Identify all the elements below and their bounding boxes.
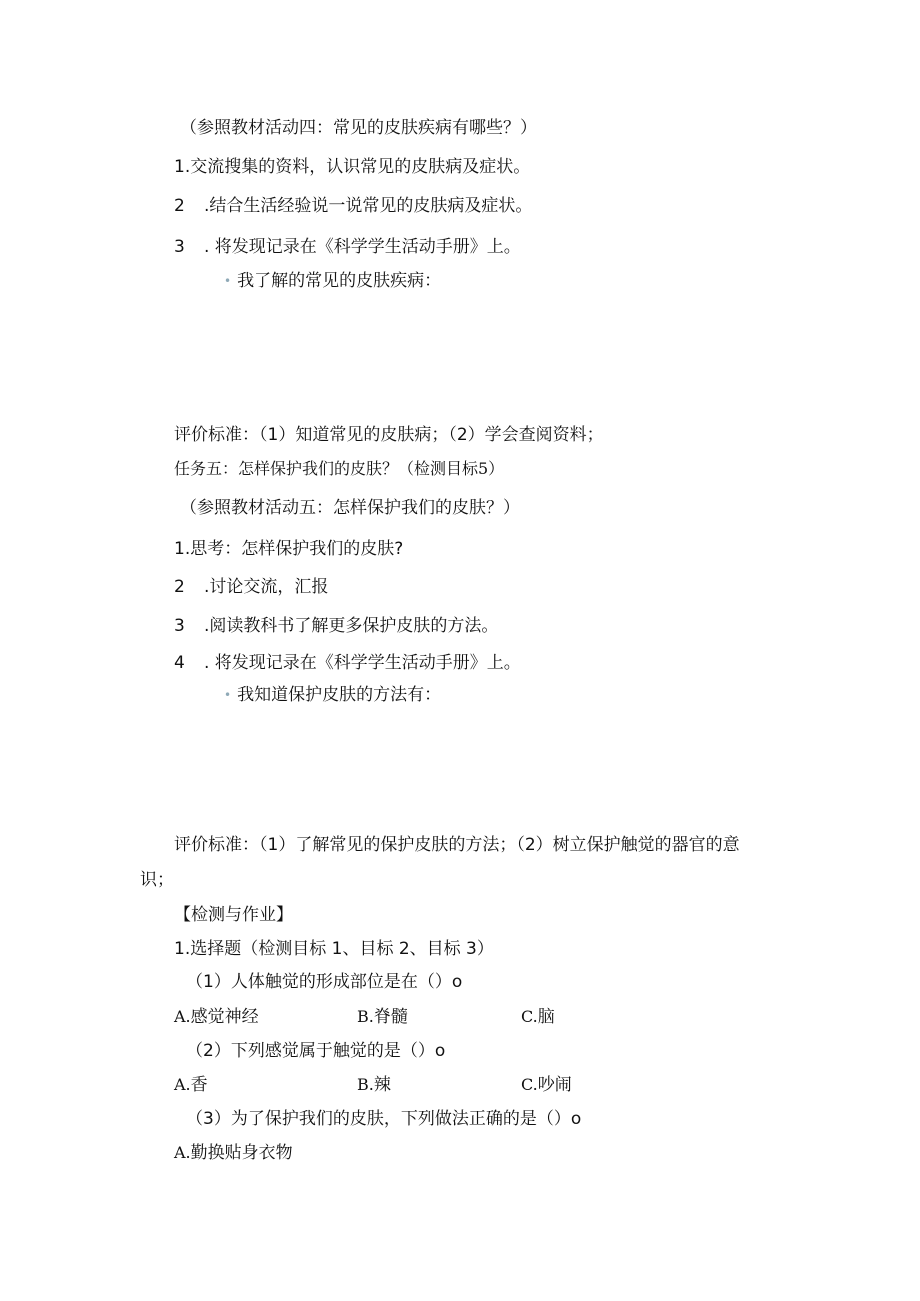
option-letter: A. [174,1075,191,1094]
option-text: 吵闹 [537,1075,572,1095]
activity-5-reference: （参照教材活动五：怎样保护我们的皮肤？） [180,498,520,518]
option-text: 脑 [537,1007,555,1027]
step-text: .结合生活经验说一说常见的皮肤病及症状。 [204,196,533,216]
activity-5-step-4 [174,652,521,674]
activity-4-step-1: 1.交流搜集的资料，认识常见的皮肤病及症状。 [174,157,531,177]
question-2-stem: （2）下列感觉属于触觉的是（）o [186,1041,446,1061]
question-2-option-a [174,1074,208,1096]
question-1-option-c [521,1006,555,1028]
option-letter: B. [357,1075,374,1094]
homework-heading: 【检测与作业】 [174,905,293,925]
question-2-option-c [521,1074,572,1096]
evaluation-criteria-5-line-2: 识； [140,870,174,890]
bullet-icon: • [224,274,232,288]
activity-4-record-prompt [224,270,441,293]
step-number: 3 [174,237,185,257]
activity-5-step-1: 1.思考：怎样保护我们的皮肤? [174,539,404,559]
homework-question-1-heading: 1.选择题（检测目标 1、目标 2、目标 3） [174,939,494,959]
option-letter: C. [521,1007,538,1026]
bullet-icon: • [224,688,232,702]
evaluation-criteria-5-line-1: 评价标准：（1）了解常见的保护皮肤的方法；（2）树立保护触觉的器官的意 [174,835,740,855]
option-letter: A. [174,1143,191,1162]
task-5-heading: 任务五：怎样保护我们的皮肤？（检测目标5） [174,459,505,478]
activity-4-step-2 [174,195,532,217]
option-text: 香 [190,1075,208,1095]
step-number: 3 [174,616,185,636]
option-text: 感觉神经 [190,1007,259,1027]
question-3-option-a [174,1142,293,1164]
step-text: .讨论交流，汇报 [204,577,329,597]
activity-5-step-3 [174,615,498,637]
step-text: .阅读教科书了解更多保护皮肤的方法。 [204,616,499,636]
step-number: 4 [174,653,185,673]
activity-5-step-2 [174,576,328,598]
question-1-stem: （1）人体触觉的形成部位是在（）o [186,972,463,992]
option-letter: C. [521,1075,538,1094]
record-prompt-text: 我知道保护皮肤的方法有： [237,685,442,705]
question-3-stem: （3）为了保护我们的皮肤，下列做法正确的是（）o [186,1109,582,1129]
record-prompt-text: 我了解的常见的皮肤疾病： [237,271,442,291]
step-number: 2 [174,577,185,597]
activity-5-record-prompt [224,684,441,707]
question-1-option-a [174,1006,259,1028]
option-text: 辣 [373,1075,391,1095]
activity-4-step-3 [174,236,521,258]
option-text: 脊髓 [373,1007,408,1027]
step-number: 2 [174,196,185,216]
evaluation-criteria-4: 评价标准：（1）知道常见的皮肤病；（2）学会查阅资料； [174,425,604,445]
question-2-option-b [357,1074,391,1096]
step-text: . 将发现记录在《科学学生活动手册》上。 [204,237,521,257]
activity-4-reference: （参照教材活动四：常见的皮肤疾病有哪些？） [180,118,537,138]
option-text: 勤换贴身衣物 [190,1143,293,1163]
option-letter: A. [174,1007,191,1026]
option-letter: B. [357,1007,374,1026]
question-1-option-b [357,1006,408,1028]
step-text: . 将发现记录在《科学学生活动手册》上。 [204,653,521,673]
